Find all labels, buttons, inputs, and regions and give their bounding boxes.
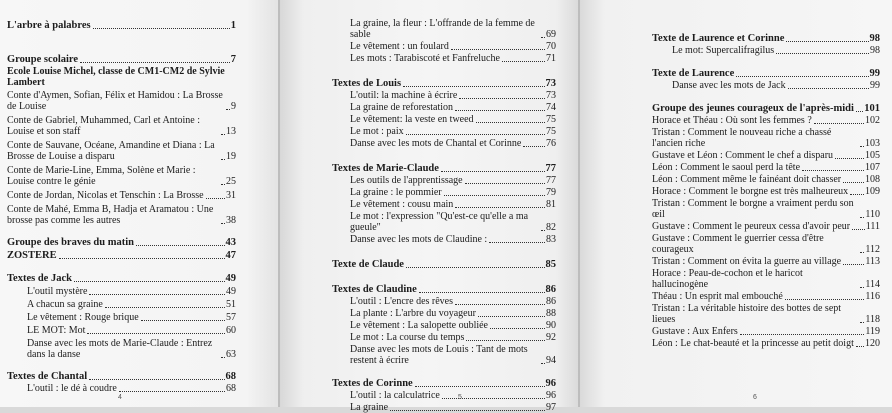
toc-entry[interactable]: Textes de Marie-Claude 77 bbox=[332, 163, 556, 174]
toc-entry[interactable]: L'arbre à palabres 1 bbox=[7, 20, 236, 31]
toc-entry[interactable]: Le mot: Supercalifragilus 98 bbox=[672, 45, 880, 56]
toc-column bbox=[7, 0, 236, 394]
toc-entry[interactable]: Tristan : Comment le borgne a vraiment perdu son œil 110 bbox=[652, 198, 880, 220]
toc-entry[interactable]: Le mot : La course du temps 92 bbox=[350, 332, 556, 343]
toc-entry[interactable]: Léon : Comment le saoul perd la tête 107 bbox=[652, 162, 880, 173]
toc-entry[interactable]: L'outil : L'encre des rêves 86 bbox=[350, 296, 556, 307]
page-5 bbox=[280, 0, 580, 413]
toc-entry[interactable]: L'outil mystère 49 bbox=[27, 286, 236, 297]
toc-entry[interactable]: Gustave et Léon : Comment le chef a disparu 105 bbox=[652, 150, 880, 161]
toc-entry[interactable]: La graine : le pommier 79 bbox=[350, 187, 556, 198]
toc-entry[interactable]: Textes de Louis 73 bbox=[332, 78, 556, 89]
page-number: 5 bbox=[458, 394, 462, 401]
toc-entry[interactable]: Groupe scolaire 7 bbox=[7, 54, 236, 65]
toc-entry[interactable]: Danse avec les mots de Marie-Claude : Entrez dans la danse 63 bbox=[27, 338, 236, 360]
toc-entry[interactable]: Conte de Mahé, Emma B, Hadja et Aramatou : Une brosse pas comme les autres 38 bbox=[7, 204, 236, 226]
toc-entry[interactable]: Danse avec les mots de Jack 99 bbox=[672, 80, 880, 91]
toc-entry[interactable]: Texte de Claude 85 bbox=[332, 259, 556, 270]
toc-entry[interactable]: La graine, la fleur : L'offrande de la femme de sable 69 bbox=[350, 18, 556, 40]
toc-entry[interactable]: Le vêtement : La salopette oubliée 90 bbox=[350, 320, 556, 331]
toc-entry[interactable]: A chacun sa graine 51 bbox=[27, 299, 236, 310]
toc-entry[interactable]: Gustave : Comment le guerrier cessa d'être courageux 112 bbox=[652, 233, 880, 255]
toc-entry[interactable]: Groupe des jeunes courageux de l'après-midi 101 bbox=[652, 103, 880, 114]
toc-entry[interactable]: L'outil : le dé à coudre 68 bbox=[27, 383, 236, 394]
toc-entry[interactable]: Textes de Corinne 96 bbox=[332, 378, 556, 389]
toc-entry[interactable]: La plante : L'arbre du voyageur 88 bbox=[350, 308, 556, 319]
toc-entry[interactable]: Théau : Un esprit mal embouché 116 bbox=[652, 291, 880, 302]
page-6 bbox=[580, 0, 892, 407]
page-number: 4 bbox=[118, 394, 122, 401]
page-4 bbox=[0, 0, 280, 407]
toc-entry[interactable]: La graine de reforestation 74 bbox=[350, 102, 556, 113]
toc-entry[interactable]: Danse avec les mots de Chantal et Corinne 76 bbox=[350, 138, 556, 149]
toc-entry[interactable]: Les outils de l'apprentissage 77 bbox=[350, 175, 556, 186]
toc-entry[interactable]: Tristan : Comment on évita la guerre au village 113 bbox=[652, 256, 880, 267]
toc-entry[interactable]: Textes de Claudine 86 bbox=[332, 284, 556, 295]
toc-entry[interactable]: Le vêtement : un foulard 70 bbox=[350, 41, 556, 52]
toc-entry[interactable]: Conte de Gabriel, Muhammed, Carl et Antoine : Louise et son staff 13 bbox=[7, 115, 236, 137]
toc-entry[interactable]: Le mot : paix 75 bbox=[350, 126, 556, 137]
toc-entry[interactable]: Tristan : La véritable histoire des bottes de sept lieues 118 bbox=[652, 303, 880, 325]
toc-entry[interactable]: Conte d'Aymen, Sofian, Félix et Hamidou : La Brosse de Louise 9 bbox=[7, 90, 236, 112]
toc-entry[interactable]: Horace : Comment le borgne est très malheureux 109 bbox=[652, 186, 880, 197]
toc-entry[interactable]: Léon : Comment même le fainéant doit chasser 108 bbox=[652, 174, 880, 185]
toc-entry[interactable]: Textes de Chantal 68 bbox=[7, 371, 236, 382]
toc-heading: Ecole Louise Michel, classe de CM1-CM2 de Sylvie Lambert bbox=[7, 66, 225, 88]
toc-entry[interactable]: Les mots : Tarabiscoté et Fanfreluche 71 bbox=[350, 53, 556, 64]
page-number: 6 bbox=[753, 394, 757, 401]
toc-entry[interactable]: Groupe des braves du matin 43 bbox=[7, 237, 236, 248]
toc-entry[interactable]: Conte de Jordan, Nicolas et Tenschin : La Brosse 31 bbox=[7, 190, 236, 201]
toc-entry[interactable]: Texte de Laurence et Corinne 98 bbox=[652, 33, 880, 44]
toc-entry[interactable]: Le vêtement : cousu main 81 bbox=[350, 199, 556, 210]
toc-entry[interactable]: Le vêtement : Rouge brique 57 bbox=[27, 312, 236, 323]
toc-entry[interactable]: Textes de Jack 49 bbox=[7, 273, 236, 284]
toc-entry[interactable]: Horace et Théau : Où sont les femmes ? 102 bbox=[652, 115, 880, 126]
toc-entry[interactable]: Gustave : Comment le peureux cessa d'avoir peur 111 bbox=[652, 221, 880, 232]
toc-entry[interactable]: L'outil : la calculatrice 96 bbox=[350, 390, 556, 401]
toc-entry[interactable]: Conte de Marie-Line, Emma, Solène et Marie : Louise contre le génie 25 bbox=[7, 165, 236, 187]
toc-entry[interactable]: LE MOT: Mot 60 bbox=[27, 325, 236, 336]
toc-entry[interactable]: L'outil: la machine à écrire 73 bbox=[350, 90, 556, 101]
toc-entry[interactable]: Gustave : Aux Enfers 119 bbox=[652, 326, 880, 337]
toc-entry[interactable]: Léon : Le chat-beauté et la princesse au petit doigt 120 bbox=[652, 338, 880, 349]
toc-entry[interactable]: Conte de Sauvane, Océane, Amandine et Diana : La Brosse de Louise a disparu 19 bbox=[7, 140, 236, 162]
toc-entry[interactable]: Texte de Laurence 99 bbox=[652, 68, 880, 79]
toc-entry[interactable]: Le vêtement: la veste en tweed 75 bbox=[350, 114, 556, 125]
toc-entry[interactable]: ZOSTERE 47 bbox=[7, 250, 236, 261]
toc-entry[interactable]: Danse avec les mots de Claudine : 83 bbox=[350, 234, 556, 245]
toc-entry[interactable]: Horace : Peau-de-cochon et le haricot hallucinogène 114 bbox=[652, 268, 880, 290]
toc-entry[interactable]: Tristan : Comment le nouveau riche a chassé l'ancien riche 103 bbox=[652, 127, 880, 149]
toc-entry[interactable]: Danse avec les mots de Louis : Tant de mots restent à écrire 94 bbox=[350, 344, 556, 366]
toc-entry[interactable]: La graine 97 bbox=[350, 402, 556, 413]
toc-column bbox=[332, 0, 556, 413]
toc-column bbox=[652, 0, 880, 349]
toc-entry[interactable]: Le mot : l'expression "Qu'est-ce qu'elle a ma gueule" 82 bbox=[350, 211, 556, 233]
